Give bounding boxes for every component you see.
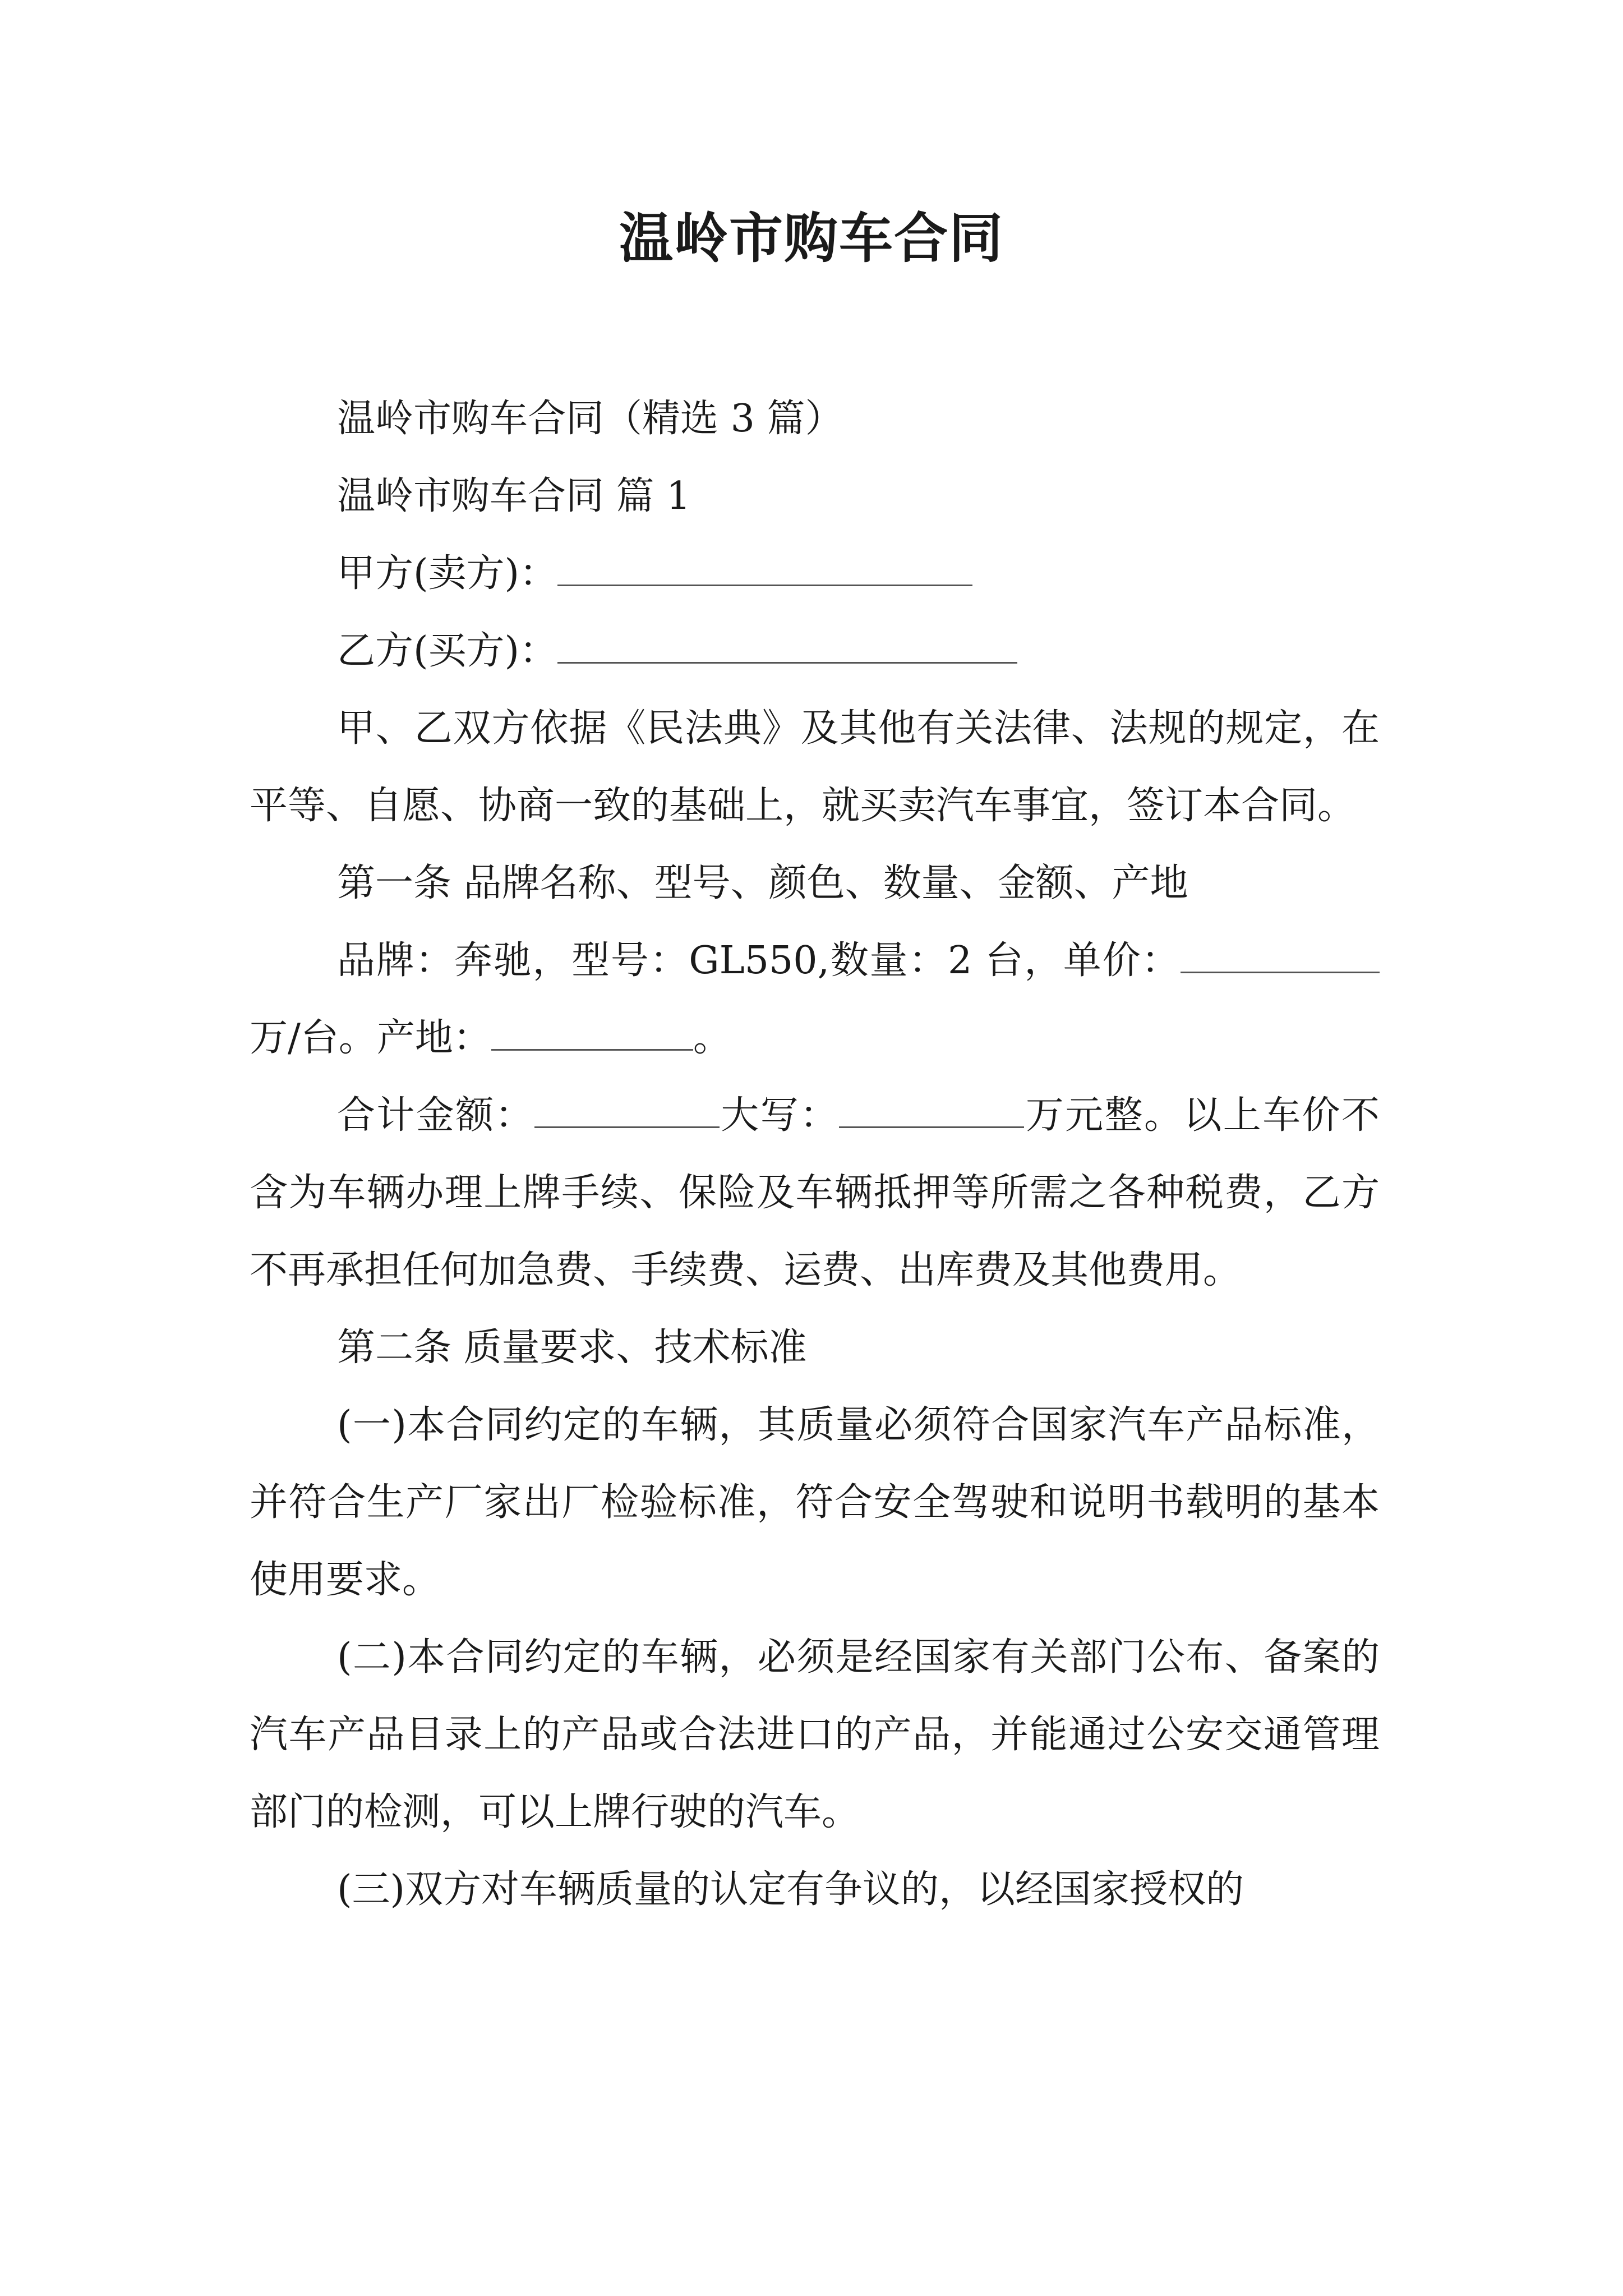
article2-item3: (三)双方对车辆质量的认定有争议的，以经国家授权的 [337, 1867, 1244, 1912]
section-heading: 温岭市购车合同 篇 1 [337, 474, 691, 518]
subtitle: 温岭市购车合同（精选 3 篇） [337, 397, 843, 441]
total-amount-blank [534, 1087, 720, 1128]
document-title: 温岭市购车合同 [619, 206, 1004, 270]
article2-item2: (二)本合同约定的车辆，必须是经国家有关部门公布、备案的汽车产品目录上的产品或合法进口的产品，并能通过公安交通管理部门的检测，可以上牌行驶的汽车。 [250, 1635, 1380, 1834]
party-b-blank [557, 623, 1017, 664]
party-a-blank [557, 545, 972, 586]
article1-heading: 第一条 品牌名称、型号、颜色、数量、金额、产地 [337, 861, 1188, 905]
party-b-line [250, 613, 1380, 690]
article2-item1: (一)本合同约定的车辆，其质量必须符合国家汽车产品标准，并符合生产厂家出厂检验标准，符合安全驾驶和说明书载明的基本使用要求。 [250, 1403, 1380, 1602]
amount-capital-blank [839, 1087, 1024, 1128]
party-a-line [250, 535, 1380, 613]
preamble: 甲、乙双方依据《民法典》及其他有关法律、法规的规定，在平等、自愿、协商一致的基础上，就买卖汽车事宜，签订本合同。 [250, 706, 1380, 828]
article1-total: 合计金额： 大写： 万元整。以上车价不含为车辆办理上牌手续、保险及车辆抵押等所需之各种税费，乙方不再承担任何加急费、手续费、运费、出库费及其他费用。 [250, 1077, 1380, 1309]
article1-brand: 品牌：奔驰，型号：GL550,数量：2 台，单价：万/台。产地： 。 [250, 922, 1380, 1077]
unit-price-blank [1181, 932, 1380, 973]
article2-heading: 第二条 质量要求、技术标准 [337, 1326, 807, 1370]
party-b-label: 乙方(买方)： [337, 629, 558, 673]
party-a-label: 甲方(卖方)： [337, 551, 558, 596]
origin-blank [491, 1010, 693, 1051]
document-body [250, 380, 1380, 1929]
